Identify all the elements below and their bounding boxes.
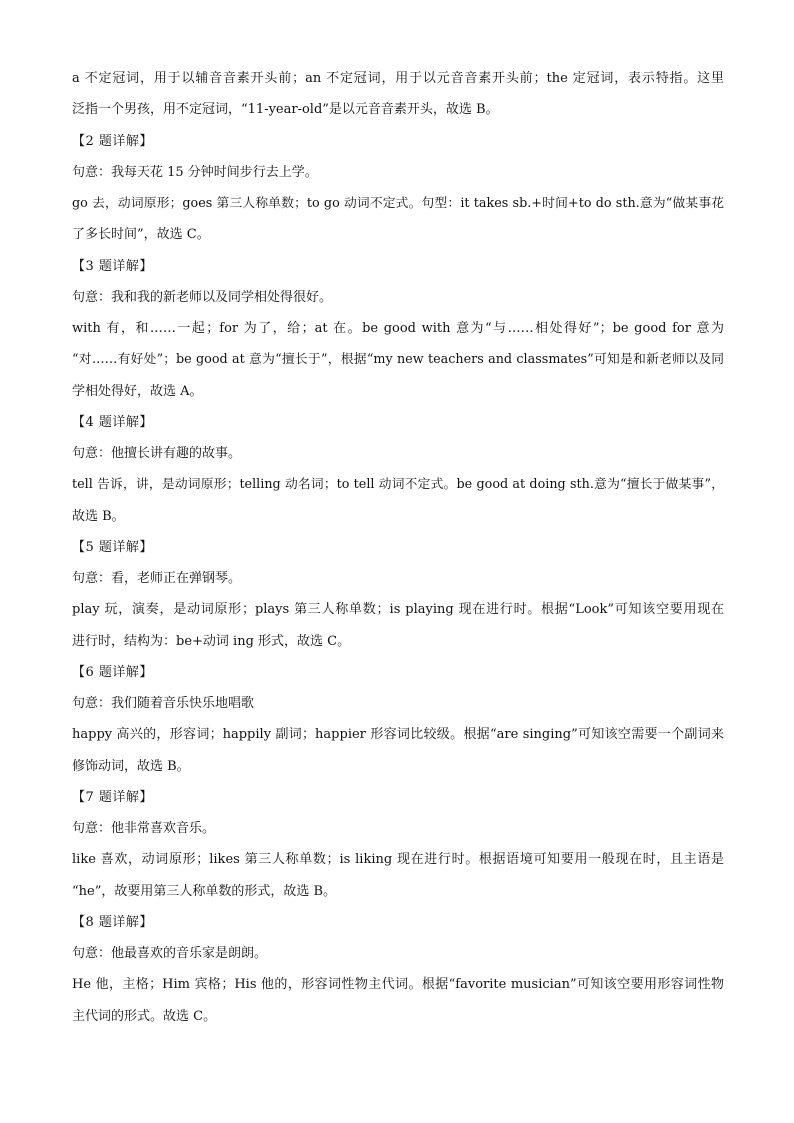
text-line: 修饰动词，故选 B。 — [72, 758, 190, 774]
text-line: He 他，主格；Him 宾格；His 他的，形容词性物主代词。根据“favorite musician”可知该空要用形容词性物 — [72, 977, 724, 993]
text-line: happy 高兴的，形容词；happily 副词；happier 形容词比较级。根据“are singing”可知该空需要一个副词来 — [72, 727, 724, 743]
section-heading: 【6 题详解】 — [72, 664, 153, 680]
text-line: 主代词的形式。故选 C。 — [72, 1008, 217, 1024]
text-line: 泛指一个男孩，用不定冠词，“11-year-old”是以元音音素开头，故选 B。 — [72, 102, 499, 118]
text-line: with 有，和……一起；for 为了，给；at 在。be good with 意为“与……相处得好”；be good for 意为 — [72, 321, 724, 336]
section-heading: 【5 题详解】 — [72, 539, 153, 555]
text-line: 学相处得好，故选 A。 — [72, 383, 203, 399]
text-line: “对……有好处”；be good at 意为“擅长于”，根据“my new teachers and classmates”可知是和新老师以及同 — [72, 352, 724, 368]
text-line: 进行时，结构为：be+动词 ing 形式，故选 C。 — [72, 633, 351, 649]
document-body — [72, 63, 724, 1032]
text-line: 故选 B。 — [72, 508, 125, 524]
section-heading: 【8 题详解】 — [72, 914, 153, 930]
text-line: like 喜欢，动词原形；likes 第三人称单数；is liking 现在进行时。根据语境可知要用一般现在时，且主语是 — [72, 852, 724, 868]
text-line: “he”，故要用第三人称单数的形式，故选 B。 — [72, 883, 337, 899]
section-heading: 【4 题详解】 — [72, 414, 153, 430]
text-line: a 不定冠词，用于以辅音音素开头前；an 不定冠词，用于以元音音素开头前；the 定冠词，表示特指。这里 — [72, 71, 724, 86]
section-heading: 【7 题详解】 — [72, 789, 153, 805]
text-line: 句意：他非常喜欢音乐。 — [72, 821, 216, 836]
text-line: 了多长时间”，故选 C。 — [72, 227, 210, 243]
text-line: 句意：我每天花 15 分钟时间步行去上学。 — [72, 164, 318, 180]
text-line: 句意：我们随着音乐快乐地唱歌 — [72, 696, 255, 711]
section-heading: 【3 题详解】 — [72, 258, 153, 274]
text-line: 句意：他擅长讲有趣的故事。 — [72, 446, 242, 461]
text-line: go 去，动词原形；goes 第三人称单数；to go 动词不定式。句型：it takes sb.+时间+to do sth.意为“做某事花 — [72, 196, 724, 211]
text-line: 句意：我和我的新老师以及同学相处得很好。 — [72, 289, 333, 305]
text-line: 句意：看，老师正在弹钢琴。 — [72, 571, 242, 586]
text-line: 句意：他最喜欢的音乐家是朗朗。 — [72, 946, 268, 961]
text-line: play 玩，演奏，是动词原形；plays 第三人称单数；is playing 现在进行时。根据“Look”可知该空要用现在 — [72, 602, 724, 618]
text-line: tell 告诉，讲，是动词原形；telling 动名词；to tell 动词不定式。be good at doing sth.意为“擅长于做某事”， — [72, 477, 724, 493]
section-heading: 【2 题详解】 — [72, 133, 153, 149]
